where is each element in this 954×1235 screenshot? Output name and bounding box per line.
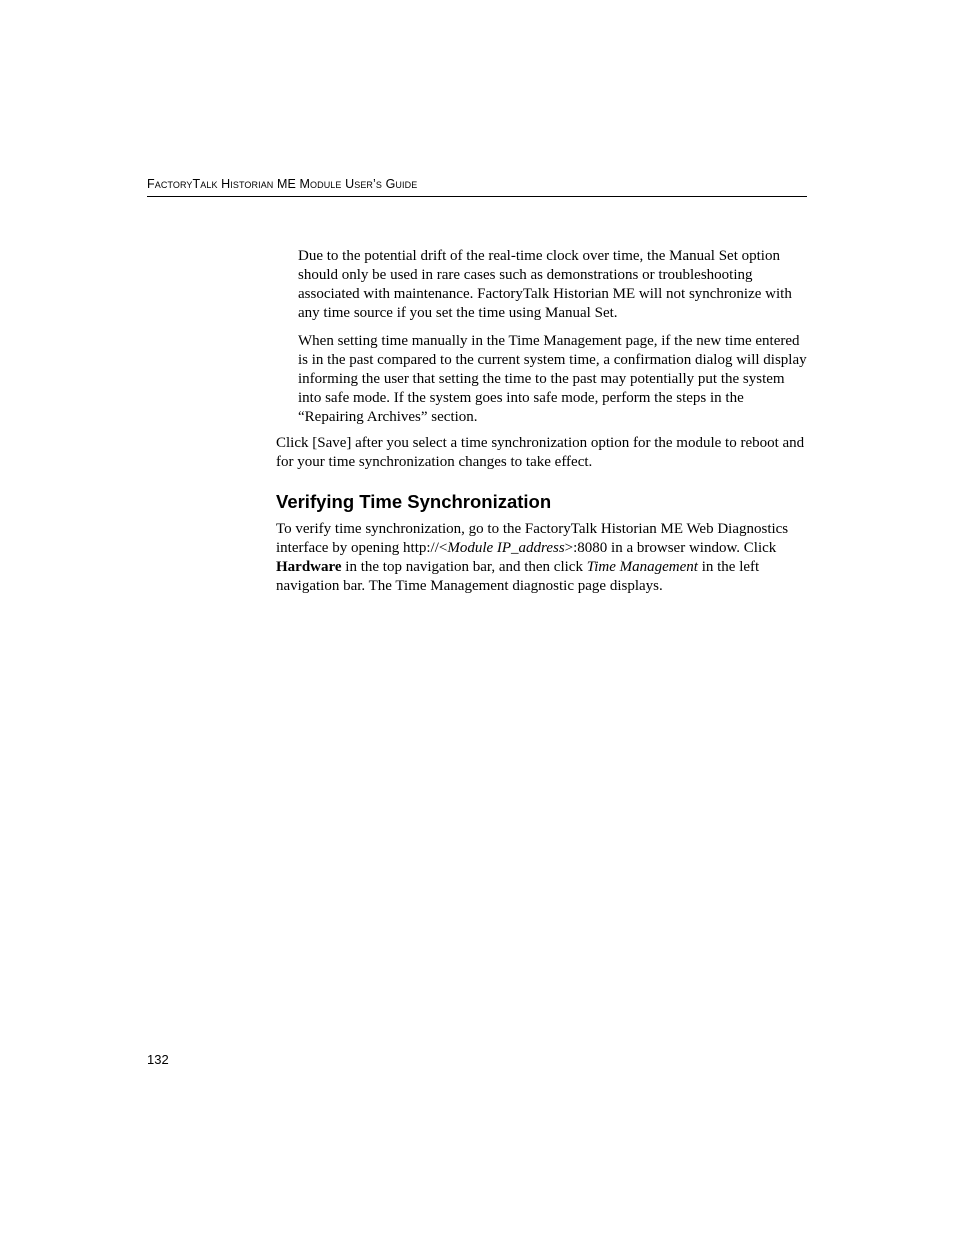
running-header-title: FactoryTalk Historian ME Module User’s Guide	[147, 177, 418, 191]
verify-text-part4: in the left navigation bar. The Time Management diagnostic page displays.	[276, 559, 760, 594]
verify-paragraph	[276, 520, 808, 596]
module-ip-placeholder: Module IP_address	[447, 540, 565, 556]
hardware-term: Hardware	[276, 559, 342, 575]
verify-text-part2: >:8080 in a browser window. Click	[564, 540, 777, 556]
page-number: 132	[147, 1052, 169, 1067]
section-heading: Verifying Time Synchronization	[276, 491, 552, 512]
time-management-term: Time Management	[586, 559, 698, 575]
running-header	[147, 176, 807, 197]
save-paragraph: Click [Save] after you select a time synchronization option for the module to reboot and for your time synchronization changes to take effect.	[276, 435, 805, 470]
verify-text-part3: in the top navigation bar, and then click	[341, 559, 587, 575]
verify-text-part1: To verify time synchronization, go to the FactoryTalk Historian ME Web Diagnostics interface by opening http://<	[276, 521, 789, 556]
note-safe-mode-warning: When setting time manually in the Time Management page, if the new time entered is in the past compared to the current system time, a confirmation dialog will display informing the user that setting the time to the past may potentially put the system into safe mode. If the system goes into safe mode, perform the steps in the “Repairing Archives” section.	[298, 333, 807, 425]
note-manual-set-drift: Due to the potential drift of the real-time clock over time, the Manual Set option should only be used in rare cases such as demonstrations or troubleshooting associated with maintenance. FactoryTalk Historian ME will not synchronize with any time source if you set the time using Manual Set.	[298, 248, 792, 321]
